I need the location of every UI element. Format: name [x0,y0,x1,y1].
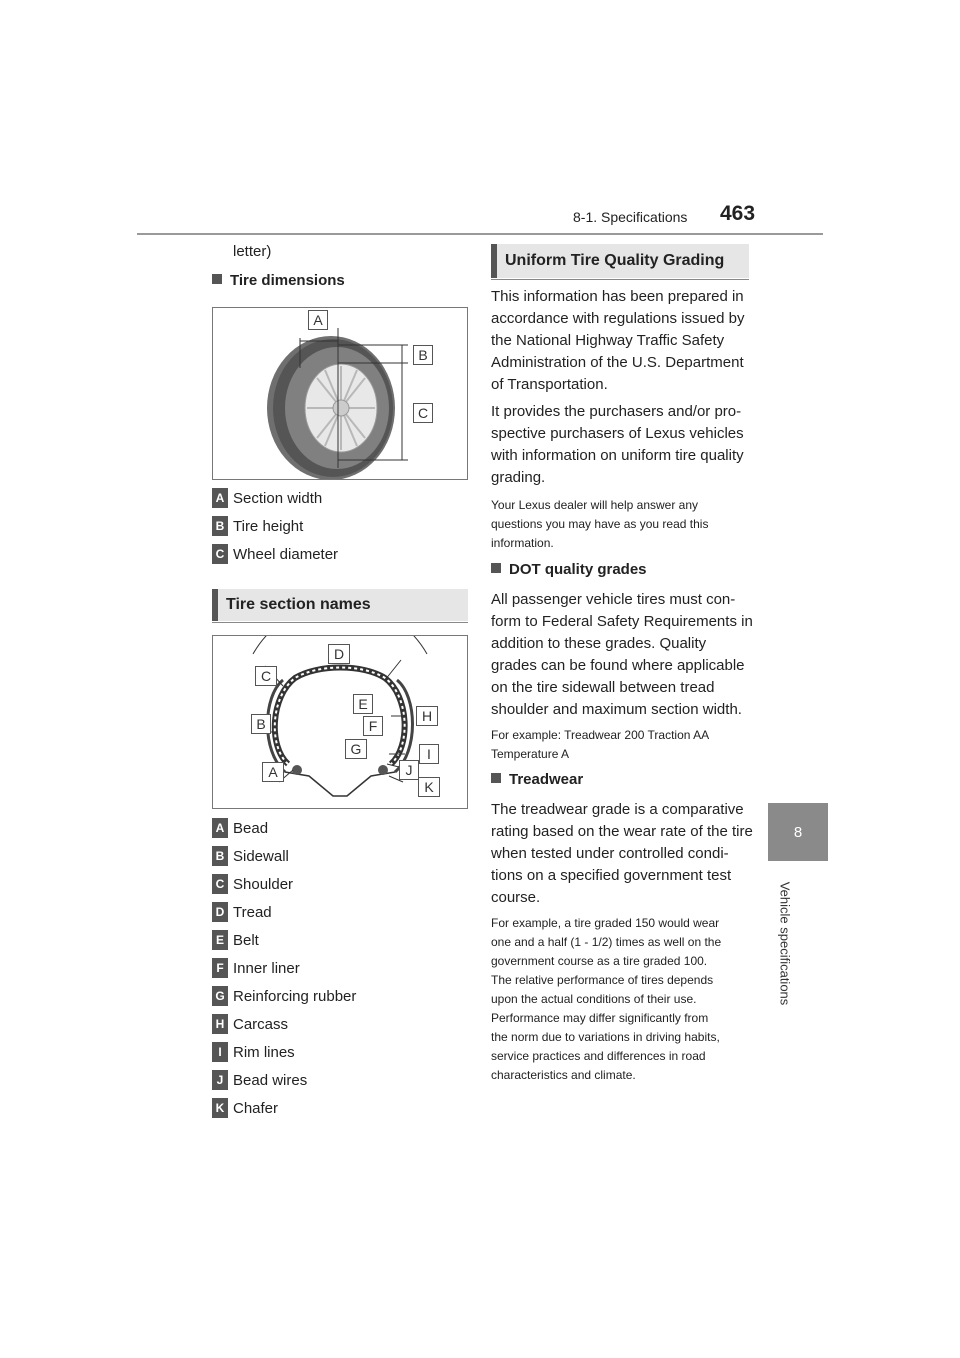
legend-row [212,1042,295,1062]
text-line: Performance may differ significantly from [491,1011,709,1025]
text-line: Your Lexus dealer will help answer any [491,498,699,512]
legend-key: D [212,902,228,922]
text-line: characteristics and climate. [491,1068,636,1082]
chapter-tab: 8 [768,803,828,861]
chapter-label [770,870,793,1020]
legend-row [212,902,272,922]
text-line: Temperature A [491,747,570,761]
legend-text: Reinforcing rubber [233,987,357,1005]
text-line: rating based on the wear rate of the tire [491,823,753,840]
legend-text: Shoulder [233,875,294,893]
callout-k: K [418,777,440,797]
text-line: information. [491,536,554,550]
text-line: tions on a specified government test [491,867,732,884]
legend-key: J [212,1070,228,1090]
tire-dimensions-heading-text: Tire dimensions [230,272,345,289]
utqg-header: Uniform Tire Quality Grading [491,244,749,278]
header-section-title: 8-1. Specifications [573,209,688,225]
callout-f: F [363,716,383,736]
text-line: shoulder and maximum section width. [491,701,742,718]
text-line: questions you may have as you read this [491,517,709,531]
legend-key: K [212,1098,228,1118]
treadwear-heading-text: Treadwear [509,771,584,788]
legend-text: Section width [233,489,323,507]
bullet-square-icon [491,563,501,573]
legend-row [212,874,293,894]
callout-e: E [353,694,373,714]
tire-dimensions-illustration [213,308,467,479]
legend-row [212,1070,307,1090]
text-line: All passenger vehicle tires must con- [491,591,736,608]
legend-key: A [212,488,228,508]
treadwear-heading [491,771,583,788]
text-line: on the tire sidewall between tread [491,679,715,696]
dot-paragraph [491,589,753,721]
legend-key: C [212,544,228,564]
callout-c: C [413,403,433,423]
tire-section-figure [212,635,468,809]
legend-row [212,930,259,950]
text-line: spective purchasers of Lexus vehicles [491,425,744,442]
legend-text: Bead wires [233,1071,308,1089]
callout-c: C [255,666,277,686]
callout-i: I [419,744,439,764]
header-divider [137,233,823,235]
legend-row [212,544,338,564]
utqg-paragraph-1 [491,286,744,396]
legend-row [212,958,300,978]
tire-section-names-header: Tire section names [212,589,468,621]
callout-a: A [262,762,284,782]
legend-text: Bead [233,819,269,837]
text-line: accordance with regulations issued by [491,310,745,327]
legend-text: Rim lines [233,1043,295,1061]
legend-row [212,846,289,866]
legend-key: E [212,930,228,950]
legend-row [212,1098,278,1118]
tire-dimensions-heading [212,272,345,289]
legend-text: Chafer [233,1099,279,1117]
legend-key: I [212,1042,228,1062]
treadwear-paragraph [491,799,753,909]
legend-text: Sidewall [233,847,289,865]
text-line: For example: Treadwear 200 Traction AA [491,728,710,742]
dot-heading [491,561,647,578]
legend-text: Wheel diameter [233,545,339,563]
text-line: of Transportation. [491,376,608,393]
callout-g: G [345,739,367,759]
legend-key: A [212,818,228,838]
legend-key: G [212,986,228,1006]
callout-d: D [328,644,350,664]
legend-row [212,986,356,1006]
callout-h: H [416,706,438,726]
text-line: Administration of the U.S. Department [491,354,744,371]
legend-key: C [212,874,228,894]
text-line: course. [491,889,541,906]
legend-row [212,516,303,536]
text-line: The relative performance of tires depends [491,973,714,987]
legend-text: Inner liner [233,959,300,977]
text-line: For example, a tire graded 150 would wear [491,916,720,930]
text-line: service practices and differences in road [491,1049,706,1063]
legend-row [212,488,322,508]
text-line: government course as a tire graded 100. [491,954,708,968]
treadwear-note [491,914,721,1085]
text-line: upon the actual conditions of their use. [491,992,697,1006]
callout-j: J [399,760,419,780]
text-line: addition to these grades. Quality [491,635,707,652]
bullet-square-icon [491,773,501,783]
dot-example [491,726,709,764]
utqg-paragraph-2 [491,401,744,489]
text-line: It provides the purchasers and/or pro- [491,403,742,420]
legend-key: B [212,846,228,866]
legend-row [212,1014,288,1034]
legend-row [212,818,268,838]
utqg-note [491,496,708,553]
text-line: form to Federal Safety Requirements in [491,613,753,630]
text-line: the norm due to variations in driving habits, [491,1030,720,1044]
legend-text: Tread [233,903,272,921]
dot-heading-text: DOT quality grades [509,561,647,578]
legend-text: Carcass [233,1015,289,1033]
legend-key: H [212,1014,228,1034]
bullet-square-icon [212,274,222,284]
legend-text: Tire height [233,517,304,535]
text-line: one and a half (1 - 1/2) times as well on the [491,935,722,949]
legend-key: F [212,958,228,978]
text-line: the National Highway Traffic Safety [491,332,725,349]
text-line: when tested under controlled condi- [491,845,729,862]
chapter-label-text: Vehicle specifications [777,881,793,1006]
text-line: This information has been prepared in [491,288,744,305]
tire-dimensions-figure [212,307,468,480]
legend-key: B [212,516,228,536]
callout-b: B [251,714,271,734]
callout-b: B [413,345,433,365]
text-line: grades can be found where applicable [491,657,745,674]
legend-text: Belt [233,931,259,949]
page-number: 463 [720,202,756,225]
callout-a: A [308,310,328,330]
text-line: with information on uniform tire quality [491,447,744,464]
text-line: The treadwear grade is a comparative [491,801,744,818]
continued-text: letter) [233,243,272,260]
text-line: grading. [491,469,546,486]
